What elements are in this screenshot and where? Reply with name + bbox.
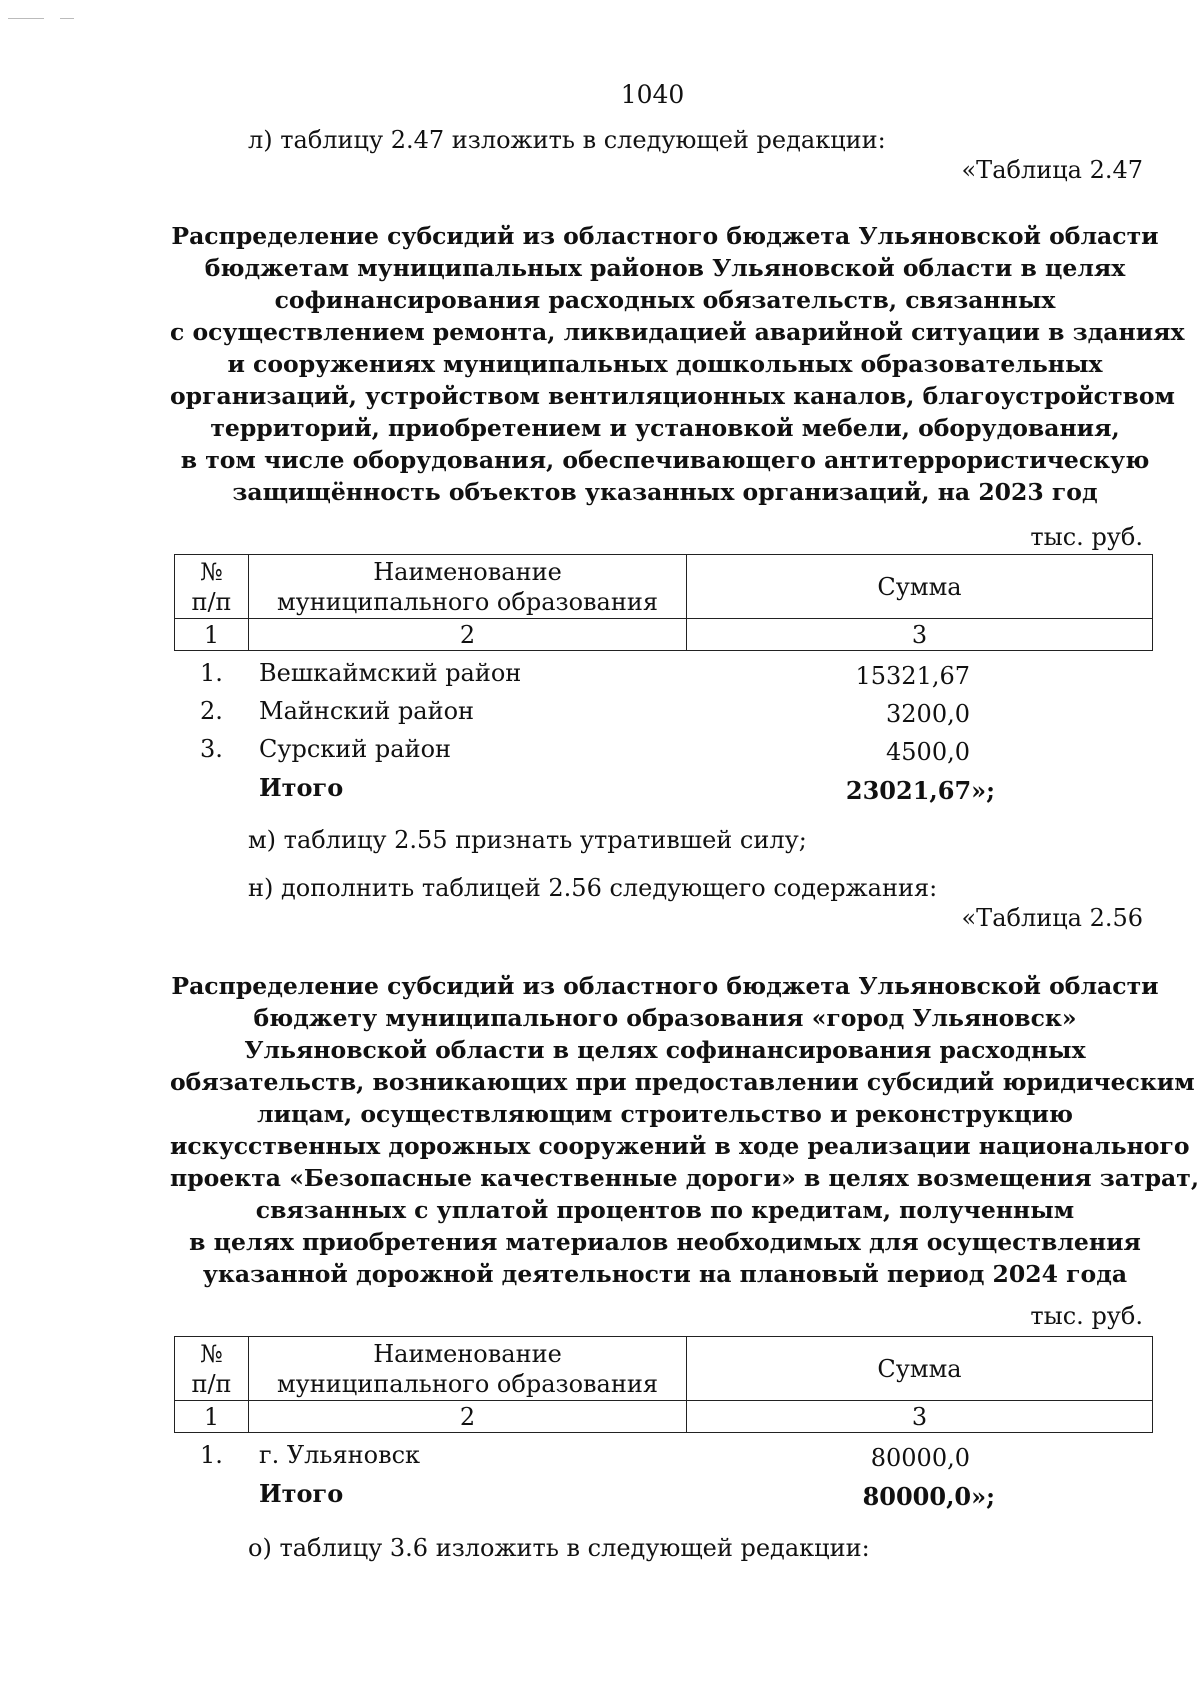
total-value: 23021,67»; [845, 776, 995, 805]
header-num-cell [175, 555, 249, 619]
title-line: бюджетам муниципальных районов Ульяновской области в целях [204, 254, 1126, 282]
header-name-cell [249, 1337, 687, 1401]
page-number: 1040 [620, 80, 685, 109]
header-num-line1: № [200, 1339, 223, 1368]
title-line: проекта «Безопасные качественные дороги» в целях возмещения затрат, [170, 1164, 1199, 1192]
paragraph-m: м) таблицу 2.55 признать утратившей силу; [248, 826, 807, 854]
scan-speck [60, 18, 74, 19]
title-line: в целях приобретения материалов необходимых для осуществления [189, 1228, 1141, 1256]
title-line: Распределение субсидий из областного бюджета Ульяновской области [171, 222, 1159, 250]
table-256-label: «Таблица 2.56 [961, 904, 1143, 932]
title-line: искусственных дорожных сооружений в ходе реализации национального [170, 1132, 1190, 1160]
header-name-cell [249, 555, 687, 619]
table-247-header [174, 554, 1153, 651]
paragraph-l: л) таблицу 2.47 изложить в следующей редакции: [248, 126, 886, 154]
row-sum: 15321,67 [855, 662, 970, 690]
table-256-header [174, 1336, 1153, 1433]
row-number: 3. [200, 735, 223, 763]
row-municipality: Вешкаймский район [259, 659, 522, 687]
header-col-2: 2 [249, 619, 687, 651]
header-sum-cell: Сумма [687, 555, 1153, 619]
title-line: лицам, осуществляющим строительство и реконструкцию [257, 1100, 1073, 1128]
row-number: 2. [200, 697, 223, 725]
paragraph-n: н) дополнить таблицей 2.56 следующего содержания: [248, 874, 938, 902]
total-value: 80000,0»; [862, 1482, 995, 1511]
header-name-line1: Наименование [373, 557, 562, 586]
title-line: организаций, устройством вентиляционных каналов, благоустройством [170, 382, 1175, 410]
total-label: Итого [259, 773, 344, 802]
title-line: софинансирования расходных обязательств, связанных [274, 286, 1056, 314]
header-name-line2: муниципального образования [277, 587, 658, 616]
table-256-title [170, 970, 1199, 1290]
scan-speck [8, 18, 44, 19]
header-col-1: 1 [175, 1401, 249, 1433]
title-line: территорий, приобретением и установкой мебели, оборудования, [210, 414, 1120, 442]
header-num-line2: п/п [191, 587, 232, 616]
title-line: с осуществлением ремонта, ликвидацией аварийной ситуации в зданиях [170, 318, 1185, 346]
header-num-line2: п/п [191, 1369, 232, 1398]
title-line: Ульяновской области в целях софинансирования расходных [244, 1036, 1086, 1064]
row-sum: 4500,0 [886, 738, 970, 766]
header-sum-cell: Сумма [687, 1337, 1153, 1401]
row-municipality: Майнский район [259, 697, 475, 725]
title-line: в том числе оборудования, обеспечивающего антитеррористическую [180, 446, 1150, 474]
title-line: обязательств, возникающих при предоставлении субсидий юридическим [170, 1068, 1195, 1096]
row-municipality: г. Ульяновск [259, 1441, 421, 1469]
table-247-title [170, 220, 1185, 508]
header-col-3: 3 [687, 1401, 1153, 1433]
header-col-1: 1 [175, 619, 249, 651]
row-number: 1. [200, 1441, 223, 1469]
header-num-line1: № [200, 557, 223, 586]
row-sum: 80000,0 [870, 1444, 970, 1472]
title-line: защищённость объектов указанных организаций, на 2023 год [232, 478, 1098, 506]
header-col-3: 3 [687, 619, 1153, 651]
table-247-units: тыс. руб. [1030, 523, 1143, 551]
total-label: Итого [259, 1479, 344, 1508]
title-line: Распределение субсидий из областного бюджета Ульяновской области [171, 972, 1159, 1000]
header-name-line1: Наименование [373, 1339, 562, 1368]
header-name-line2: муниципального образования [277, 1369, 658, 1398]
row-number: 1. [200, 659, 223, 687]
paragraph-o: о) таблицу 3.6 изложить в следующей редакции: [248, 1534, 870, 1562]
table-256-units: тыс. руб. [1030, 1302, 1143, 1330]
row-municipality: Сурский район [259, 735, 452, 763]
title-line: бюджету муниципального образования «город Ульяновск» [253, 1004, 1077, 1032]
header-num-cell [175, 1337, 249, 1401]
table-247-label: «Таблица 2.47 [961, 156, 1143, 184]
title-line: связанных с уплатой процентов по кредитам, полученным [255, 1196, 1075, 1224]
row-sum: 3200,0 [886, 700, 970, 728]
title-line: и сооружениях муниципальных дошкольных образовательных [227, 350, 1103, 378]
header-col-2: 2 [249, 1401, 687, 1433]
title-line: указанной дорожной деятельности на плановый период 2024 года [202, 1260, 1128, 1288]
